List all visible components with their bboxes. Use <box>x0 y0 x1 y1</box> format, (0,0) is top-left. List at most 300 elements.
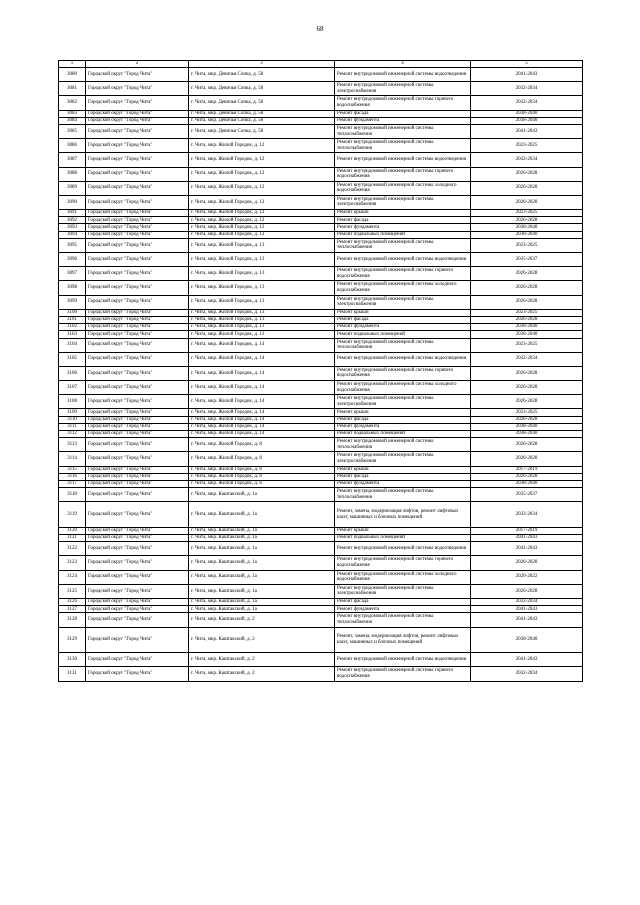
work-type-cell: Ремонт внутридомовой инженерной системы горячего водоснабжения <box>335 667 471 681</box>
work-type-cell: Ремонт внутридомовой инженерной системы теплоснабжения <box>335 613 471 627</box>
address-cell: г. Чита, мкр. Каштакский, д. 1а <box>189 556 335 570</box>
period-cell: 2023-2025 <box>471 210 583 217</box>
row-number-cell: 3080 <box>59 68 86 82</box>
period-cell: 2032-2034 <box>471 599 583 606</box>
table-row <box>59 416 583 423</box>
municipality-cell: Городской округ "Город Чита" <box>86 535 189 542</box>
municipality-cell: Городской округ "Город Чита" <box>86 395 189 409</box>
table-row <box>59 627 583 653</box>
header-cell: 1 <box>59 61 86 68</box>
work-type-cell: Ремонт фасада <box>335 473 471 480</box>
table-row <box>59 124 583 138</box>
municipality-cell: Городской округ "Город Чита" <box>86 231 189 238</box>
municipality-cell: Городской округ "Город Чита" <box>86 423 189 430</box>
row-number-cell: 3107 <box>59 381 86 395</box>
municipality-cell: Городской округ "Город Чита" <box>86 238 189 252</box>
address-cell: г. Чита, мкр. Девичья Сопка, д. 58 <box>189 124 335 138</box>
address-cell: г. Чита, мкр. Жилой Городок, д. 14 <box>189 395 335 409</box>
work-type-cell: Ремонт внутридомовой инженерной системы горячего водоснабжения <box>335 96 471 110</box>
work-type-cell: Ремонт внутридомовой инженерной системы теплоснабжения <box>335 338 471 352</box>
row-number-cell: 3109 <box>59 409 86 416</box>
table-row <box>59 295 583 309</box>
period-cell: 2035-2037 <box>471 488 583 502</box>
work-type-cell: Ремонт внутридомовой инженерной системы холодного водоснабжения <box>335 181 471 195</box>
municipality-cell: Городской округ "Город Чита" <box>86 606 189 613</box>
work-type-cell: Ремонт внутридомовой инженерной системы водоотведения <box>335 653 471 667</box>
period-cell: 2023-2025 <box>471 139 583 153</box>
municipality-cell: Городской округ "Город Чита" <box>86 381 189 395</box>
municipality-cell: Городской округ "Город Чита" <box>86 438 189 452</box>
table-row <box>59 309 583 316</box>
work-type-cell: Ремонт крыши <box>335 409 471 416</box>
work-type-cell: Ремонт внутридомовой инженерной системы холодного водоснабжения <box>335 281 471 295</box>
address-cell: г. Чита, мкр. Жилой Городок, д. 8 <box>189 466 335 473</box>
address-cell: г. Чита, мкр. Жилой Городок, д. 13 <box>189 253 335 267</box>
period-cell: 2038-2040 <box>471 627 583 653</box>
row-number-cell: 3111 <box>59 423 86 430</box>
table-row <box>59 195 583 209</box>
table-row <box>59 606 583 613</box>
period-cell: 2038-2040 <box>471 324 583 331</box>
table-row <box>59 381 583 395</box>
period-cell: 2026-2028 <box>471 473 583 480</box>
row-number-cell: 3097 <box>59 267 86 281</box>
address-cell: г. Чита, мкр. Жилой Городок, д. 14 <box>189 338 335 352</box>
municipality-cell: Городской округ "Город Чита" <box>86 295 189 309</box>
municipality-cell: Городской округ "Город Чита" <box>86 267 189 281</box>
period-cell: 2026-2028 <box>471 295 583 309</box>
municipality-cell: Городской округ "Город Чита" <box>86 466 189 473</box>
table-row <box>59 281 583 295</box>
municipality-cell: Городской округ "Город Чита" <box>86 542 189 556</box>
table-row <box>59 431 583 438</box>
address-cell: г. Чита, мкр. Жилой Городок, д. 13 <box>189 316 335 323</box>
table-row <box>59 324 583 331</box>
row-number-cell: 3120 <box>59 527 86 534</box>
municipality-cell: Городской округ "Город Чита" <box>86 139 189 153</box>
municipality-cell: Городской округ "Город Чита" <box>86 167 189 181</box>
address-cell: г. Чита, мкр. Жилой Городок, д. 14 <box>189 381 335 395</box>
period-cell: 2017-2019 <box>471 466 583 473</box>
address-cell: г. Чита, мкр. Каштакский, д. 1а <box>189 606 335 613</box>
work-type-cell: Ремонт фундамента <box>335 324 471 331</box>
municipality-cell: Городской округ "Город Чита" <box>86 416 189 423</box>
row-number-cell: 3117 <box>59 480 86 487</box>
row-number-cell: 3098 <box>59 281 86 295</box>
municipality-cell: Городской округ "Город Чита" <box>86 527 189 534</box>
work-type-cell: Ремонт внутридомовой инженерной системы электроснабжения <box>335 195 471 209</box>
municipality-cell: Городской округ "Город Чита" <box>86 613 189 627</box>
address-cell: г. Чита, мкр. Девичья Сопка, д. 58 <box>189 96 335 110</box>
period-cell: 2026-2028 <box>471 416 583 423</box>
period-cell: 2026-2028 <box>471 281 583 295</box>
row-number-cell: 3085 <box>59 124 86 138</box>
period-cell: 2026-2028 <box>471 195 583 209</box>
row-number-cell: 3095 <box>59 238 86 252</box>
period-cell: 2017-2019 <box>471 527 583 534</box>
row-number-cell: 3104 <box>59 338 86 352</box>
period-cell: 2026-2028 <box>471 217 583 224</box>
municipality-cell: Городской округ "Город Чита" <box>86 352 189 366</box>
address-cell: г. Чита, мкр. Жилой Городок, д. 14 <box>189 416 335 423</box>
municipality-cell: Городской округ "Город Чита" <box>86 338 189 352</box>
work-type-cell: Ремонт фасада <box>335 416 471 423</box>
municipality-cell: Городской округ "Город Чита" <box>86 556 189 570</box>
work-type-cell: Ремонт крыши <box>335 466 471 473</box>
address-cell: г. Чита, мкр. Жилой Городок, д. 12 <box>189 139 335 153</box>
period-cell: 2041-2043 <box>471 535 583 542</box>
row-number-cell: 3083 <box>59 110 86 117</box>
municipality-cell: Городской округ "Город Чита" <box>86 331 189 338</box>
work-type-cell: Ремонт внутридомовой инженерной системы горячего водоснабжения <box>335 366 471 380</box>
municipality-cell: Городской округ "Город Чита" <box>86 117 189 124</box>
period-cell: 2041-2043 <box>471 542 583 556</box>
address-cell: г. Чита, мкр. Жилой Городок, д. 14 <box>189 423 335 430</box>
work-type-cell: Ремонт подвальных помещений <box>335 231 471 238</box>
row-number-cell: 3119 <box>59 502 86 528</box>
address-cell: г. Чита, мкр. Каштакский, д. 1а <box>189 535 335 542</box>
row-number-cell: 3110 <box>59 416 86 423</box>
municipality-cell: Городской округ "Город Чита" <box>86 627 189 653</box>
row-number-cell: 3103 <box>59 331 86 338</box>
table-row <box>59 153 583 167</box>
municipality-cell: Городской округ "Город Чита" <box>86 316 189 323</box>
period-cell: 2020-2022 <box>471 570 583 584</box>
header-cell: 5 <box>471 61 583 68</box>
municipality-cell: Городской округ "Город Чита" <box>86 153 189 167</box>
row-number-cell: 3112 <box>59 431 86 438</box>
table-row <box>59 167 583 181</box>
municipality-cell: Городской округ "Город Чита" <box>86 195 189 209</box>
table-row <box>59 584 583 598</box>
work-type-cell: Ремонт внутридомовой инженерной системы горячего водоснабжения <box>335 556 471 570</box>
address-cell: г. Чита, мкр. Жилой Городок, д. 13 <box>189 295 335 309</box>
row-number-cell: 3118 <box>59 488 86 502</box>
address-cell: г. Чита, мкр. Девичья Сопка, д. 58 <box>189 82 335 96</box>
capital-repair-table <box>58 60 583 682</box>
municipality-cell: Городской округ "Город Чита" <box>86 82 189 96</box>
table-row <box>59 466 583 473</box>
table-row <box>59 653 583 667</box>
period-cell: 2038-2040 <box>471 331 583 338</box>
table-row <box>59 395 583 409</box>
municipality-cell: Городской округ "Город Чита" <box>86 217 189 224</box>
table-row <box>59 110 583 117</box>
address-cell: г. Чита, мкр. Жилой Городок, д. 14 <box>189 352 335 366</box>
address-cell: г. Чита, мкр. Каштакский, д. 2 <box>189 613 335 627</box>
period-cell: 2026-2028 <box>471 395 583 409</box>
table-row <box>59 267 583 281</box>
period-cell: 2026-2028 <box>471 438 583 452</box>
row-number-cell: 3113 <box>59 438 86 452</box>
address-cell: г. Чита, мкр. Каштакский, д. 2 <box>189 627 335 653</box>
address-cell: г. Чита, мкр. Каштакский, д. 1а <box>189 488 335 502</box>
row-number-cell: 3124 <box>59 570 86 584</box>
row-number-cell: 3108 <box>59 395 86 409</box>
municipality-cell: Городской округ "Город Чита" <box>86 599 189 606</box>
work-type-cell: Ремонт крыши <box>335 309 471 316</box>
period-cell: 2032-2034 <box>471 667 583 681</box>
address-cell: г. Чита, мкр. Жилой Городок, д. 13 <box>189 324 335 331</box>
row-number-cell: 3127 <box>59 606 86 613</box>
work-type-cell: Ремонт фасада <box>335 110 471 117</box>
period-cell: 2041-2043 <box>471 613 583 627</box>
municipality-cell: Городской округ "Город Чита" <box>86 584 189 598</box>
address-cell: г. Чита, мкр. Жилой Городок, д. 14 <box>189 366 335 380</box>
period-cell: 2038-2040 <box>471 480 583 487</box>
table-row <box>59 82 583 96</box>
address-cell: г. Чита, мкр. Жилой Городок, д. 8 <box>189 438 335 452</box>
row-number-cell: 3131 <box>59 667 86 681</box>
municipality-cell: Городской округ "Город Чита" <box>86 110 189 117</box>
municipality-cell: Городской округ "Город Чита" <box>86 452 189 466</box>
work-type-cell: Ремонт, замена, модернизация лифтов, ремонт лифтовых шахт, машинных и блочных помещений <box>335 502 471 528</box>
row-number-cell: 3090 <box>59 195 86 209</box>
table-row <box>59 488 583 502</box>
address-cell: г. Чита, мкр. Жилой Городок, д. 14 <box>189 431 335 438</box>
header-cell: 2 <box>86 61 189 68</box>
municipality-cell: Городской округ "Город Чита" <box>86 253 189 267</box>
work-type-cell: Ремонт внутридомовой инженерной системы теплоснабжения <box>335 238 471 252</box>
work-type-cell: Ремонт крыши <box>335 210 471 217</box>
municipality-cell: Городской округ "Город Чита" <box>86 473 189 480</box>
row-number-cell: 3093 <box>59 224 86 231</box>
row-number-cell: 3121 <box>59 535 86 542</box>
table-row <box>59 238 583 252</box>
row-number-cell: 3091 <box>59 210 86 217</box>
address-cell: г. Чита, мкр. Каштакский, д. 1а <box>189 570 335 584</box>
municipality-cell: Городской округ "Город Чита" <box>86 210 189 217</box>
period-cell: 2023-2025 <box>471 238 583 252</box>
table-row <box>59 96 583 110</box>
row-number-cell: 3123 <box>59 556 86 570</box>
row-number-cell: 3088 <box>59 167 86 181</box>
period-cell: 2038-2040 <box>471 431 583 438</box>
table-row <box>59 210 583 217</box>
municipality-cell: Городской округ "Город Чита" <box>86 570 189 584</box>
table-row <box>59 181 583 195</box>
address-cell: г. Чита, мкр. Каштакский, д. 1а <box>189 542 335 556</box>
table-row <box>59 535 583 542</box>
period-cell: 2026-2028 <box>471 584 583 598</box>
row-number-cell: 3092 <box>59 217 86 224</box>
work-type-cell: Ремонт подвальных помещений <box>335 535 471 542</box>
municipality-cell: Городской округ "Город Чита" <box>86 96 189 110</box>
period-cell: 2038-2040 <box>471 224 583 231</box>
table-row <box>59 502 583 528</box>
work-type-cell: Ремонт фундамента <box>335 224 471 231</box>
period-cell: 2032-2034 <box>471 502 583 528</box>
header-row <box>59 61 583 68</box>
row-number-cell: 3102 <box>59 324 86 331</box>
municipality-cell: Городской округ "Город Чита" <box>86 181 189 195</box>
work-type-cell: Ремонт внутридомовой инженерной системы теплоснабжения <box>335 124 471 138</box>
table-row <box>59 366 583 380</box>
work-type-cell: Ремонт внутридомовой инженерной системы водоотведения <box>335 153 471 167</box>
period-cell: 2038-2040 <box>471 231 583 238</box>
table-row <box>59 556 583 570</box>
address-cell: г. Чита, мкр. Жилой Городок, д. 13 <box>189 238 335 252</box>
municipality-cell: Городской округ "Город Чита" <box>86 124 189 138</box>
table-row <box>59 438 583 452</box>
work-type-cell: Ремонт фундамента <box>335 117 471 124</box>
row-number-cell: 3094 <box>59 231 86 238</box>
period-cell: 2041-2043 <box>471 606 583 613</box>
table-row <box>59 68 583 82</box>
work-type-cell: Ремонт фасада <box>335 316 471 323</box>
work-type-cell: Ремонт крыши <box>335 527 471 534</box>
work-type-cell: Ремонт фундамента <box>335 606 471 613</box>
work-type-cell: Ремонт внутридомовой инженерной системы горячего водоснабжения <box>335 167 471 181</box>
table-row <box>59 473 583 480</box>
table-row <box>59 480 583 487</box>
table-row <box>59 139 583 153</box>
table-row <box>59 542 583 556</box>
work-type-cell: Ремонт внутридомовой инженерной системы электроснабжения <box>335 295 471 309</box>
row-number-cell: 3101 <box>59 316 86 323</box>
work-type-cell: Ремонт внутридомовой инженерной системы водоотведения <box>335 68 471 82</box>
row-number-cell: 3082 <box>59 96 86 110</box>
row-number-cell: 3130 <box>59 653 86 667</box>
row-number-cell: 3116 <box>59 473 86 480</box>
municipality-cell: Городской округ "Город Чита" <box>86 431 189 438</box>
period-cell: 2041-2043 <box>471 653 583 667</box>
address-cell: г. Чита, мкр. Жилой Городок, д. 12 <box>189 231 335 238</box>
municipality-cell: Городской округ "Город Чита" <box>86 667 189 681</box>
work-type-cell: Ремонт внутридомовой инженерной системы водоотведения <box>335 352 471 366</box>
period-cell: 2023-2025 <box>471 338 583 352</box>
table-row <box>59 423 583 430</box>
municipality-cell: Городской округ "Город Чита" <box>86 653 189 667</box>
work-type-cell: Ремонт внутридомовой инженерной системы теплоснабжения <box>335 488 471 502</box>
address-cell: г. Чита, мкр. Каштакский, д. 2 <box>189 653 335 667</box>
work-type-cell: Ремонт подвальных помещений <box>335 431 471 438</box>
work-type-cell: Ремонт внутридомовой инженерной системы электроснабжения <box>335 82 471 96</box>
address-cell: г. Чита, мкр. Каштакский, д. 2 <box>189 667 335 681</box>
municipality-cell: Городской округ "Город Чита" <box>86 281 189 295</box>
work-type-cell: Ремонт внутридомовой инженерной системы электроснабжения <box>335 395 471 409</box>
period-cell: 2026-2028 <box>471 556 583 570</box>
period-cell: 2038-2040 <box>471 110 583 117</box>
address-cell: г. Чита, мкр. Жилой Городок, д. 13 <box>189 331 335 338</box>
address-cell: г. Чита, мкр. Каштакский, д. 1а <box>189 584 335 598</box>
period-cell: 2026-2028 <box>471 267 583 281</box>
row-number-cell: 3099 <box>59 295 86 309</box>
row-number-cell: 3115 <box>59 466 86 473</box>
address-cell: г. Чита, мкр. Девичья Сопка, д. 58 <box>189 117 335 124</box>
table-row <box>59 224 583 231</box>
municipality-cell: Городской округ "Город Чита" <box>86 324 189 331</box>
row-number-cell: 3129 <box>59 627 86 653</box>
row-number-cell: 3114 <box>59 452 86 466</box>
table-row <box>59 409 583 416</box>
table-row <box>59 527 583 534</box>
work-type-cell: Ремонт внутридомовой инженерной системы горячего водоснабжения <box>335 267 471 281</box>
work-type-cell: Ремонт внутридомовой инженерной системы водоотведения <box>335 253 471 267</box>
address-cell: г. Чита, мкр. Жилой Городок, д. 12 <box>189 224 335 231</box>
municipality-cell: Городской округ "Город Чита" <box>86 480 189 487</box>
address-cell: г. Чита, мкр. Жилой Городок, д. 12 <box>189 181 335 195</box>
period-cell: 2026-2028 <box>471 452 583 466</box>
table-row <box>59 331 583 338</box>
municipality-cell: Городской округ "Город Чита" <box>86 224 189 231</box>
municipality-cell: Городской округ "Город Чита" <box>86 502 189 528</box>
table-row <box>59 613 583 627</box>
row-number-cell: 3087 <box>59 153 86 167</box>
table-row <box>59 217 583 224</box>
table-row <box>59 599 583 606</box>
municipality-cell: Городской округ "Город Чита" <box>86 488 189 502</box>
row-number-cell: 3086 <box>59 139 86 153</box>
row-number-cell: 3122 <box>59 542 86 556</box>
work-type-cell: Ремонт внутридомовой инженерной системы холодного водоснабжения <box>335 381 471 395</box>
address-cell: г. Чита, мкр. Жилой Городок, д. 14 <box>189 409 335 416</box>
row-number-cell: 3126 <box>59 599 86 606</box>
address-cell: г. Чита, мкр. Девичья Сопка, д. 58 <box>189 68 335 82</box>
table-row <box>59 452 583 466</box>
address-cell: г. Чита, мкр. Каштакский, д. 1а <box>189 527 335 534</box>
work-type-cell: Ремонт внутридомовой инженерной системы водоотведения <box>335 542 471 556</box>
work-type-cell: Ремонт внутридомовой инженерной системы холодного водоснабжения <box>335 570 471 584</box>
period-cell: 2026-2028 <box>471 381 583 395</box>
row-number-cell: 3084 <box>59 117 86 124</box>
address-cell: г. Чита, мкр. Жилой Городок, д. 13 <box>189 267 335 281</box>
period-cell: 2032-2034 <box>471 352 583 366</box>
work-type-cell: Ремонт фундамента <box>335 480 471 487</box>
table-row <box>59 338 583 352</box>
row-number-cell: 3096 <box>59 253 86 267</box>
period-cell: 2041-2043 <box>471 68 583 82</box>
period-cell: 2032-2034 <box>471 96 583 110</box>
work-type-cell: Ремонт фасада <box>335 217 471 224</box>
work-type-cell: Ремонт внутридомовой инженерной системы теплоснабжения <box>335 438 471 452</box>
period-cell: 2041-2043 <box>471 124 583 138</box>
header-cell: 4 <box>335 61 471 68</box>
table-row <box>59 231 583 238</box>
row-number-cell: 3125 <box>59 584 86 598</box>
municipality-cell: Городской округ "Город Чита" <box>86 309 189 316</box>
row-number-cell: 3106 <box>59 366 86 380</box>
municipality-cell: Городской округ "Город Чита" <box>86 68 189 82</box>
address-cell: г. Чита, мкр. Жилой Городок, д. 12 <box>189 195 335 209</box>
table-row <box>59 253 583 267</box>
period-cell: 2023-2025 <box>471 309 583 316</box>
address-cell: г. Чита, мкр. Жилой Городок, д. 12 <box>189 217 335 224</box>
address-cell: г. Чита, мкр. Жилой Городок, д. 12 <box>189 210 335 217</box>
page-number: 68 <box>316 25 324 33</box>
period-cell: 2026-2028 <box>471 366 583 380</box>
header-cell: 3 <box>189 61 335 68</box>
address-cell: г. Чита, мкр. Жилой Городок, д. 8 <box>189 480 335 487</box>
row-number-cell: 3128 <box>59 613 86 627</box>
table-row <box>59 667 583 681</box>
period-cell: 2032-2034 <box>471 82 583 96</box>
period-cell: 2038-2040 <box>471 117 583 124</box>
table-row <box>59 117 583 124</box>
address-cell: г. Чита, мкр. Жилой Городок, д. 13 <box>189 309 335 316</box>
table-row <box>59 352 583 366</box>
work-type-cell: Ремонт внутридомовой инженерной системы теплоснабжения <box>335 139 471 153</box>
table-row <box>59 316 583 323</box>
work-type-cell: Ремонт внутридомовой инженерной системы электроснабжения <box>335 452 471 466</box>
period-cell: 2032-2034 <box>471 153 583 167</box>
period-cell: 2026-2028 <box>471 167 583 181</box>
address-cell: г. Чита, мкр. Жилой Городок, д. 8 <box>189 473 335 480</box>
period-cell: 2026-2028 <box>471 181 583 195</box>
period-cell: 2026-2028 <box>471 316 583 323</box>
work-type-cell: Ремонт фундамента <box>335 423 471 430</box>
address-cell: г. Чита, мкр. Каштакский, д. 1а <box>189 599 335 606</box>
